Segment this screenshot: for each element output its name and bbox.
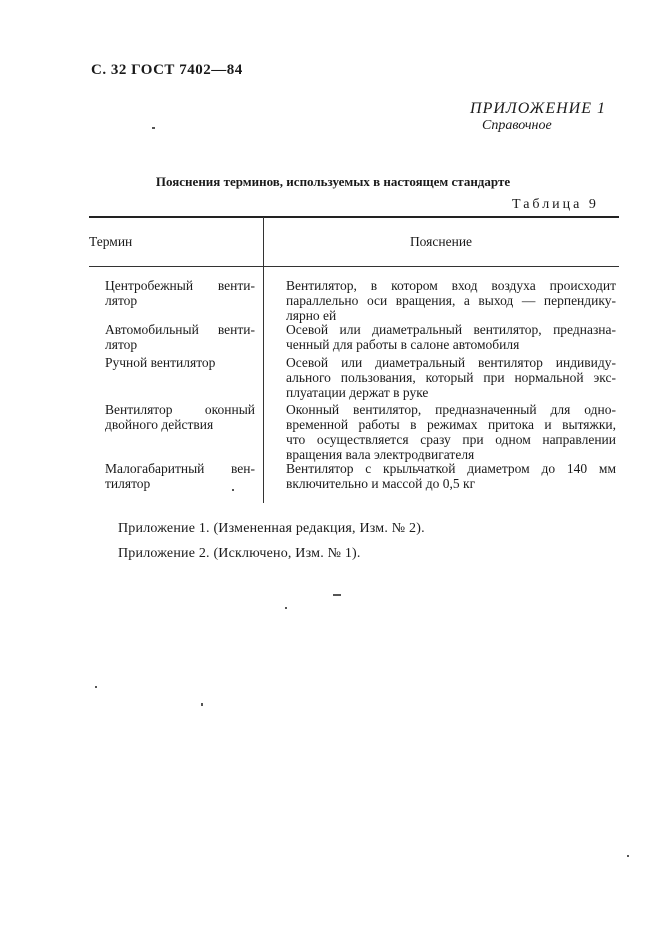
table-row-explanation: Оконный вентилятор, предназначенный для одно- временной работы в режимах притока и вытяжки, что осуществляется сразу при одном направлении вращения вала электродвигателя — [286, 402, 616, 462]
table-row-term: Малогабаритный вен- тилятор — [105, 461, 255, 491]
table-row-explanation: Осевой или диаметральный вентилятор, предназна- ченный для работы в салоне автомобиля — [286, 322, 616, 352]
column-header-term: Термин — [89, 234, 133, 249]
table-row-explanation: Вентилятор с крыльчаткой диаметром до 140 мм включительно и массой до 0,5 кг — [286, 461, 616, 491]
table-header-rule — [89, 266, 619, 267]
scan-speck — [232, 489, 234, 491]
table-row-explanation: Вентилятор, в котором вход воздуха происходит параллельно оси вращения, а выход — перпендику- лярно ей — [286, 278, 616, 323]
note-appendix-1: Приложение 1. (Измененная редакция, Изм. № 2). — [118, 521, 425, 536]
table-row-explanation: Осевой или диаметральный вентилятор индивиду- ального пользования, который при нормальной экс- плуатации держат в руке — [286, 355, 616, 400]
table-row-term: Автомобильный венти- лятор — [105, 322, 255, 352]
table-row-term: Центробежный венти- лятор — [105, 278, 255, 308]
table-caption: Пояснения терминов, используемых в настоящем стандарте — [155, 174, 511, 189]
scan-speck — [333, 594, 341, 596]
terms-table — [89, 216, 619, 504]
scan-speck — [285, 607, 287, 609]
scan-speck — [152, 127, 155, 129]
table-top-rule — [89, 216, 619, 218]
appendix-subtitle: Справочное — [482, 118, 552, 133]
column-header-explanation: Пояснение — [409, 234, 473, 249]
table-column-divider — [263, 217, 264, 503]
appendix-title: ПРИЛОЖЕНИЕ 1 — [470, 100, 606, 117]
page-header: С. 32 ГОСТ 7402—84 — [91, 62, 243, 78]
table-row-term: Ручной вентилятор — [105, 355, 216, 370]
note-appendix-2: Приложение 2. (Исключено, Изм. № 1). — [118, 546, 361, 561]
scan-speck — [95, 686, 97, 688]
scan-speck — [627, 855, 629, 857]
scan-speck — [201, 703, 203, 706]
table-number: Таблица 9 — [512, 197, 599, 212]
table-row-term: Вентилятор оконный двойного действия — [105, 402, 255, 432]
